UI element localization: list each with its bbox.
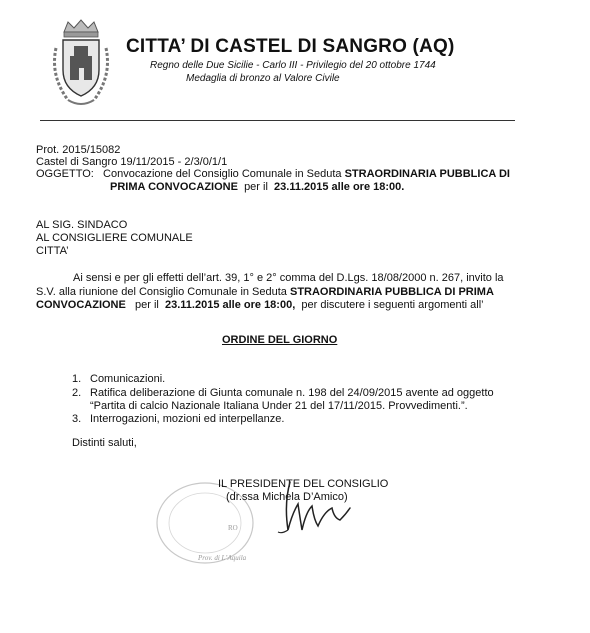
agenda-item-text: Interrogazioni, mozioni ed interpellanze. — [90, 413, 285, 425]
oggetto-line-2 — [110, 181, 404, 194]
agenda-item-text: Ratifica deliberazione di Giunta comunale n. 198 del 24/09/2015 avente ad oggetto — [90, 387, 494, 399]
body-line-3-bold-1: CONVOCAZIONE — [36, 299, 126, 311]
coat-of-arms-logo — [46, 18, 116, 110]
agenda-item-text: Comunicazioni. — [90, 373, 166, 385]
oggetto-bold-3: 23.11.2015 alle ore 18:00. — [274, 181, 405, 193]
stamp-text: Prov. di L’Aquila — [198, 554, 247, 562]
agenda-item-number: 3. — [72, 413, 82, 425]
recipient-2: AL CONSIGLIERE COMUNALE — [36, 232, 193, 244]
protocol-number: Prot. 2015/15082 — [36, 144, 121, 156]
body-line-3-bold-2: 23.11.2015 alle ore 18:00, — [164, 299, 296, 311]
body-line-1: Ai sensi e per gli effetti dell’art. 39, 1° e 2° comma del D.Lgs. 18/08/2000 n. 267, invito la — [73, 272, 504, 284]
recipient-3: CITTA’ — [36, 245, 69, 257]
city-title: CITTA’ DI CASTEL DI SANGRO (AQ) — [126, 36, 455, 57]
header-divider — [40, 120, 515, 121]
body-line-2 — [36, 286, 494, 299]
stamp-text-top: RO — [228, 524, 238, 532]
body-line-2-bold: STRAORDINARIA PUBBLICA DI PRIMA — [289, 286, 494, 298]
signature-role: IL PRESIDENTE DEL CONSIGLIO — [218, 478, 389, 490]
handwritten-signature — [262, 474, 362, 540]
oggetto-bold-1: STRAORDINARIA PUBBLICA DI — [344, 168, 510, 180]
oggetto-bold-2: PRIMA CONVOCAZIONE — [110, 181, 238, 193]
oggetto-line-1 — [36, 168, 510, 181]
body-line-2-text: S.V. alla riunione del Consiglio Comunale in Seduta — [36, 286, 287, 298]
agenda-heading: ORDINE DEL GIORNO — [222, 334, 338, 346]
subtitle-line-1: Regno delle Due Sicilie - Carlo III - Privilegio del 20 ottobre 1744 — [150, 60, 436, 71]
recipient-1: AL SIG. SINDACO — [36, 219, 128, 231]
subtitle-line-2: Medaglia di bronzo al Valore Civile — [186, 73, 340, 84]
agenda-item-number: 1. — [72, 373, 82, 385]
body-line-3-text-1: per il — [135, 299, 159, 311]
oggetto-label: OGGETTO: — [36, 168, 94, 180]
oggetto-text: Convocazione del Consiglio Comunale in Seduta — [103, 168, 342, 180]
body-line-3-text-2: per discutere i seguenti argomenti all’ — [301, 299, 484, 311]
body-line-3 — [36, 299, 484, 312]
agenda-item-number: 2. — [72, 387, 82, 399]
agenda-item-text-cont: “Partita di calcio Nazionale Italiana Under 21 del 17/11/2015. Provvedimenti.”. — [90, 400, 468, 412]
closing-greeting: Distinti saluti, — [72, 437, 137, 449]
place-date: Castel di Sangro 19/11/2015 - 2/3/0/1/1 — [36, 156, 228, 168]
signature-name: (dr.ssa Michela D’Amico) — [226, 491, 348, 503]
oggetto-mid: per il — [244, 181, 268, 193]
